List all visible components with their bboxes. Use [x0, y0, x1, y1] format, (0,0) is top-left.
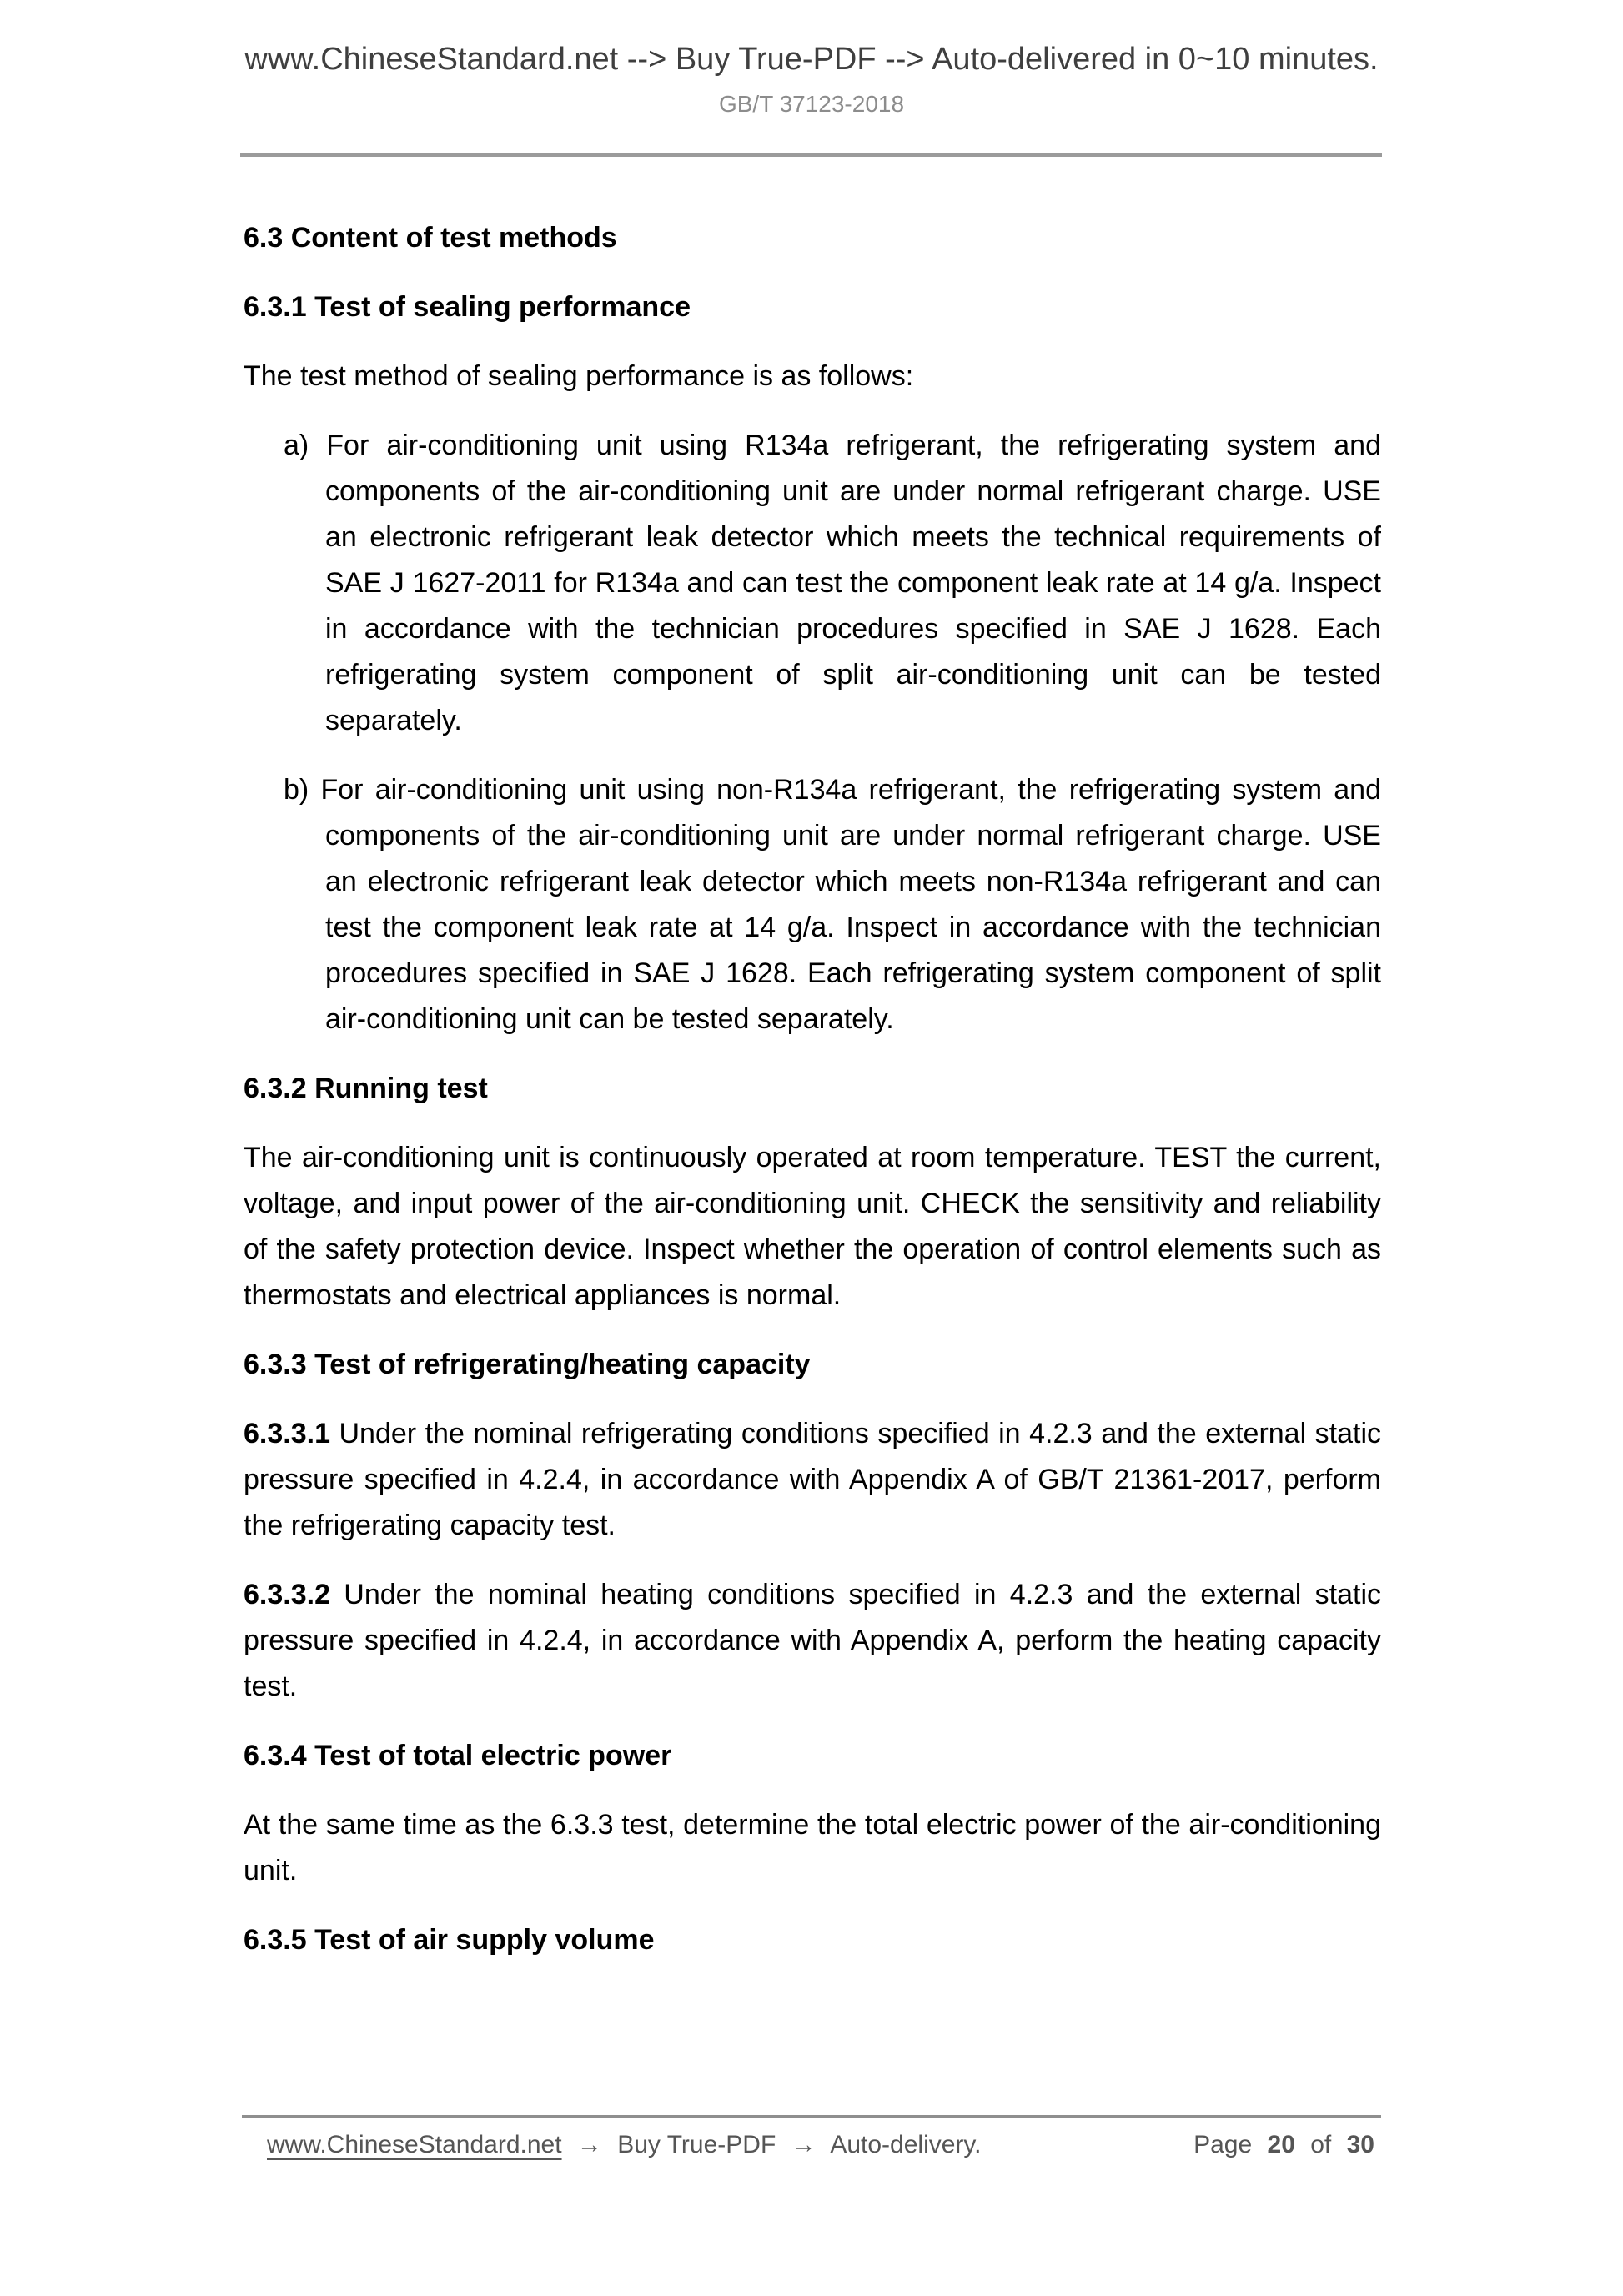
body-paragraph: The test method of sealing performance is as follows: [244, 360, 914, 392]
clause-number: 6.3.3.1 [244, 1418, 339, 1449]
section-heading: 6.3 Content of test methods [244, 222, 617, 254]
section-heading: 6.3.5 Test of air supply volume [244, 1924, 655, 1956]
header-divider [240, 153, 1382, 157]
footer-tagline: Buy True-PDF [617, 2131, 776, 2158]
section-heading: 6.3.3 Test of refrigerating/heating capacity [244, 1349, 811, 1380]
standard-number: GB/T 37123-2018 [718, 91, 905, 117]
body-paragraph: 6.3.3.1 Under the nominal refrigerating conditions specified in 4.2.3 and the external static pressure specified in 4.2.4, in accordance with Appendix A of GB/T 21361-2017, perform the refrigerating capacity test. [244, 1418, 1382, 1541]
body-paragraph: At the same time as the 6.3.3 test, determine the total electric power of the air-conditioning unit. [244, 1809, 1381, 1887]
page-total: 30 [1346, 2131, 1374, 2158]
footer-site-link[interactable]: www.ChineseStandard.net [267, 2131, 562, 2158]
footer-delivery: Auto-delivery. [830, 2131, 982, 2158]
document-body [244, 215, 1381, 1987]
arrow-right-icon: → [576, 2131, 602, 2158]
list-item: a) For air-conditioning unit using R134a refrigerant, the refrigerating system and components of the air-conditioning unit are under normal refrigerant charge. USE an electronic refrigerant leak detector which meets the technical requirements of SAE J 1627-2011 for R134a and can test the component leak rate at 14 g/a. Inspect in accordance with the technician procedures specified in SAE J 1628. Each refrigerating system component of split air-conditioning unit can be tested separately. [284, 430, 1381, 736]
list-item: b) For air-conditioning unit using non-R134a refrigerant, the refrigerating system and components of the air-conditioning unit are under normal refrigerant charge. USE an electronic refrigerant leak detector which meets non-R134a refrigerant and can test the component leak rate at 14 g/a. Inspect in accordance with the technician procedures specified in SAE J 1628. Each refrigerating system component of split air-conditioning unit can be tested separately. [284, 774, 1381, 1035]
body-paragraph: 6.3.3.2 Under the nominal heating conditions specified in 4.2.3 and the external static pressure specified in 4.2.4, in accordance with Appendix A, perform the heating capacity test. [244, 1579, 1381, 1702]
clause-number: 6.3.3.2 [244, 1579, 344, 1610]
arrow-right-icon: → [791, 2131, 817, 2158]
section-heading: 6.3.4 Test of total electric power [244, 1740, 672, 1771]
footer-divider [242, 2115, 1381, 2118]
list-marker: b) [284, 774, 321, 806]
page-indicator [1185, 2131, 1374, 2159]
footer-source-line [267, 2131, 990, 2159]
list-marker: a) [284, 430, 327, 461]
section-heading: 6.3.1 Test of sealing performance [244, 291, 691, 323]
body-paragraph: The air-conditioning unit is continuously operated at room temperature. TEST the current, voltage, and input power of the air-conditioning unit. CHECK the sensitivity and reliability of the safety protection device. Inspect whether the operation of control elements such as thermostats and electrical appliances is normal. [244, 1142, 1381, 1311]
page-header [0, 42, 1623, 118]
of-label: of [1310, 2131, 1332, 2158]
section-heading: 6.3.2 Running test [244, 1073, 488, 1104]
page-label: Page [1193, 2131, 1253, 2158]
header-banner: www.ChineseStandard.net --> Buy True-PDF --> Auto-delivered in 0~10 minutes. [244, 42, 1379, 77]
page-footer [242, 2115, 1381, 2159]
page-current: 20 [1267, 2131, 1295, 2158]
